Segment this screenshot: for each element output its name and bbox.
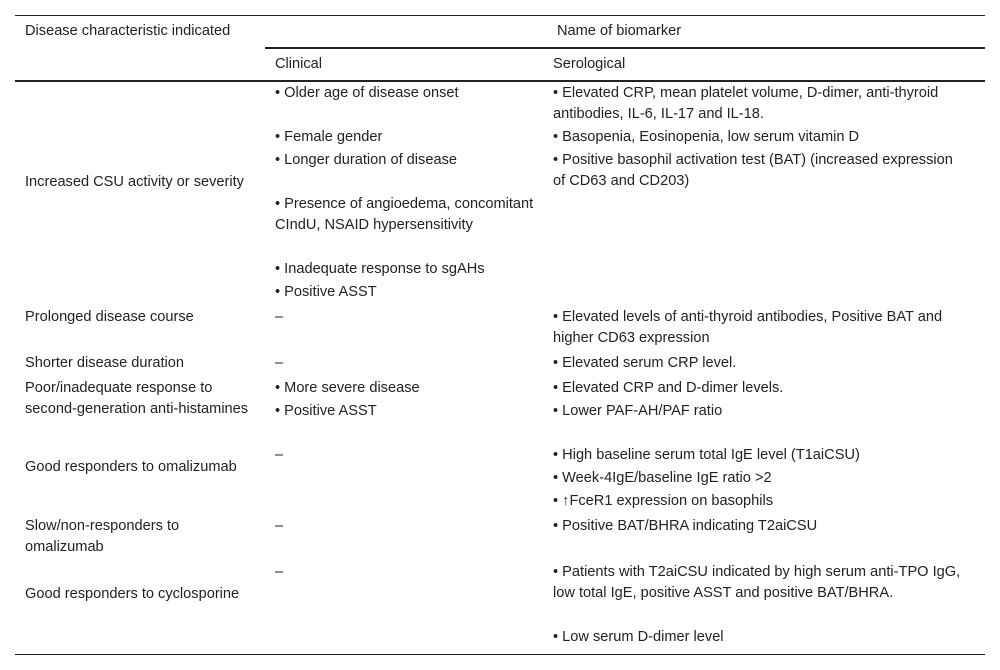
row-disease: Good responders to omalizumab: [25, 459, 237, 475]
row-clinical-item: • Positive ASST: [275, 284, 377, 300]
row-disease: Prolonged disease course: [25, 309, 194, 325]
row-disease: Slow/non-responders to omalizumab: [25, 518, 180, 555]
table-top-rule: [15, 15, 985, 16]
table-bottom-rule: [15, 654, 985, 655]
header-bottom-rule: [15, 80, 985, 82]
row-clinical-item: –: [275, 309, 284, 325]
row-clinical-item: • Longer duration of disease: [275, 152, 457, 168]
row-clinical-item: • Older age of disease onset: [275, 85, 459, 101]
row-serological-item: • Lower PAF-AH/PAF ratio: [553, 403, 723, 419]
row-disease: Increased CSU activity or severity: [25, 174, 244, 190]
row-clinical-item: –: [275, 447, 284, 463]
row-disease: Poor/inadequate response to second-generation anti-histamines: [25, 380, 249, 417]
header-disease-characteristic: Disease characteristic indicated: [25, 23, 231, 39]
row-serological-item: • Positive BAT/BHRA indicating T2aiCSU: [553, 518, 818, 534]
row-clinical-item: • Positive ASST: [275, 403, 377, 419]
header-serological: Serological: [553, 56, 626, 72]
row-serological-item: • Week-4IgE/baseline IgE ratio >2: [553, 470, 772, 486]
row-serological-item: • Elevated serum CRP level.: [553, 355, 737, 371]
row-serological-item: • Low serum D-dimer level: [553, 629, 724, 645]
row-clinical-item: • Inadequate response to sgAHs: [275, 261, 485, 277]
row-serological-item: • High baseline serum total IgE level (T1aiCSU): [553, 447, 860, 463]
row-serological-item: • Basopenia, Eosinopenia, low serum vitamin D: [553, 129, 860, 145]
row-clinical-item: • More severe disease: [275, 380, 420, 396]
row-disease: Good responders to cyclosporine: [25, 586, 240, 602]
header-clinical: Clinical: [275, 56, 323, 72]
row-clinical-item: –: [275, 355, 284, 371]
row-serological-item: • Positive basophil activation test (BAT) (increased expression of CD63 and CD203): [553, 152, 953, 189]
row-serological-item: • Elevated CRP, mean platelet volume, D-dimer, anti-thyroid antibodies, IL-6, IL-17 and IL-18.: [553, 85, 939, 122]
row-serological-item: • ↑FceR1 expression on basophils: [553, 493, 774, 509]
header-name-of-biomarker: Name of biomarker: [557, 23, 682, 39]
row-serological-item: • Elevated levels of anti-thyroid antibodies, Positive BAT and higher CD63 expression: [553, 309, 943, 346]
row-serological-item: • Elevated CRP and D-dimer levels.: [553, 380, 784, 396]
row-disease: Shorter disease duration: [25, 355, 185, 371]
row-clinical-item: • Female gender: [275, 129, 383, 145]
row-clinical-item: • Presence of angioedema, concomitant CIndU, NSAID hypersensitivity: [275, 196, 534, 233]
header-group-rule: [265, 47, 985, 49]
row-clinical-item: –: [275, 564, 284, 580]
row-serological-item: • Patients with T2aiCSU indicated by high serum anti-TPO IgG, low total IgE, positive ASST and positive BAT/BHRA.: [553, 564, 961, 601]
row-clinical-item: –: [275, 518, 284, 534]
